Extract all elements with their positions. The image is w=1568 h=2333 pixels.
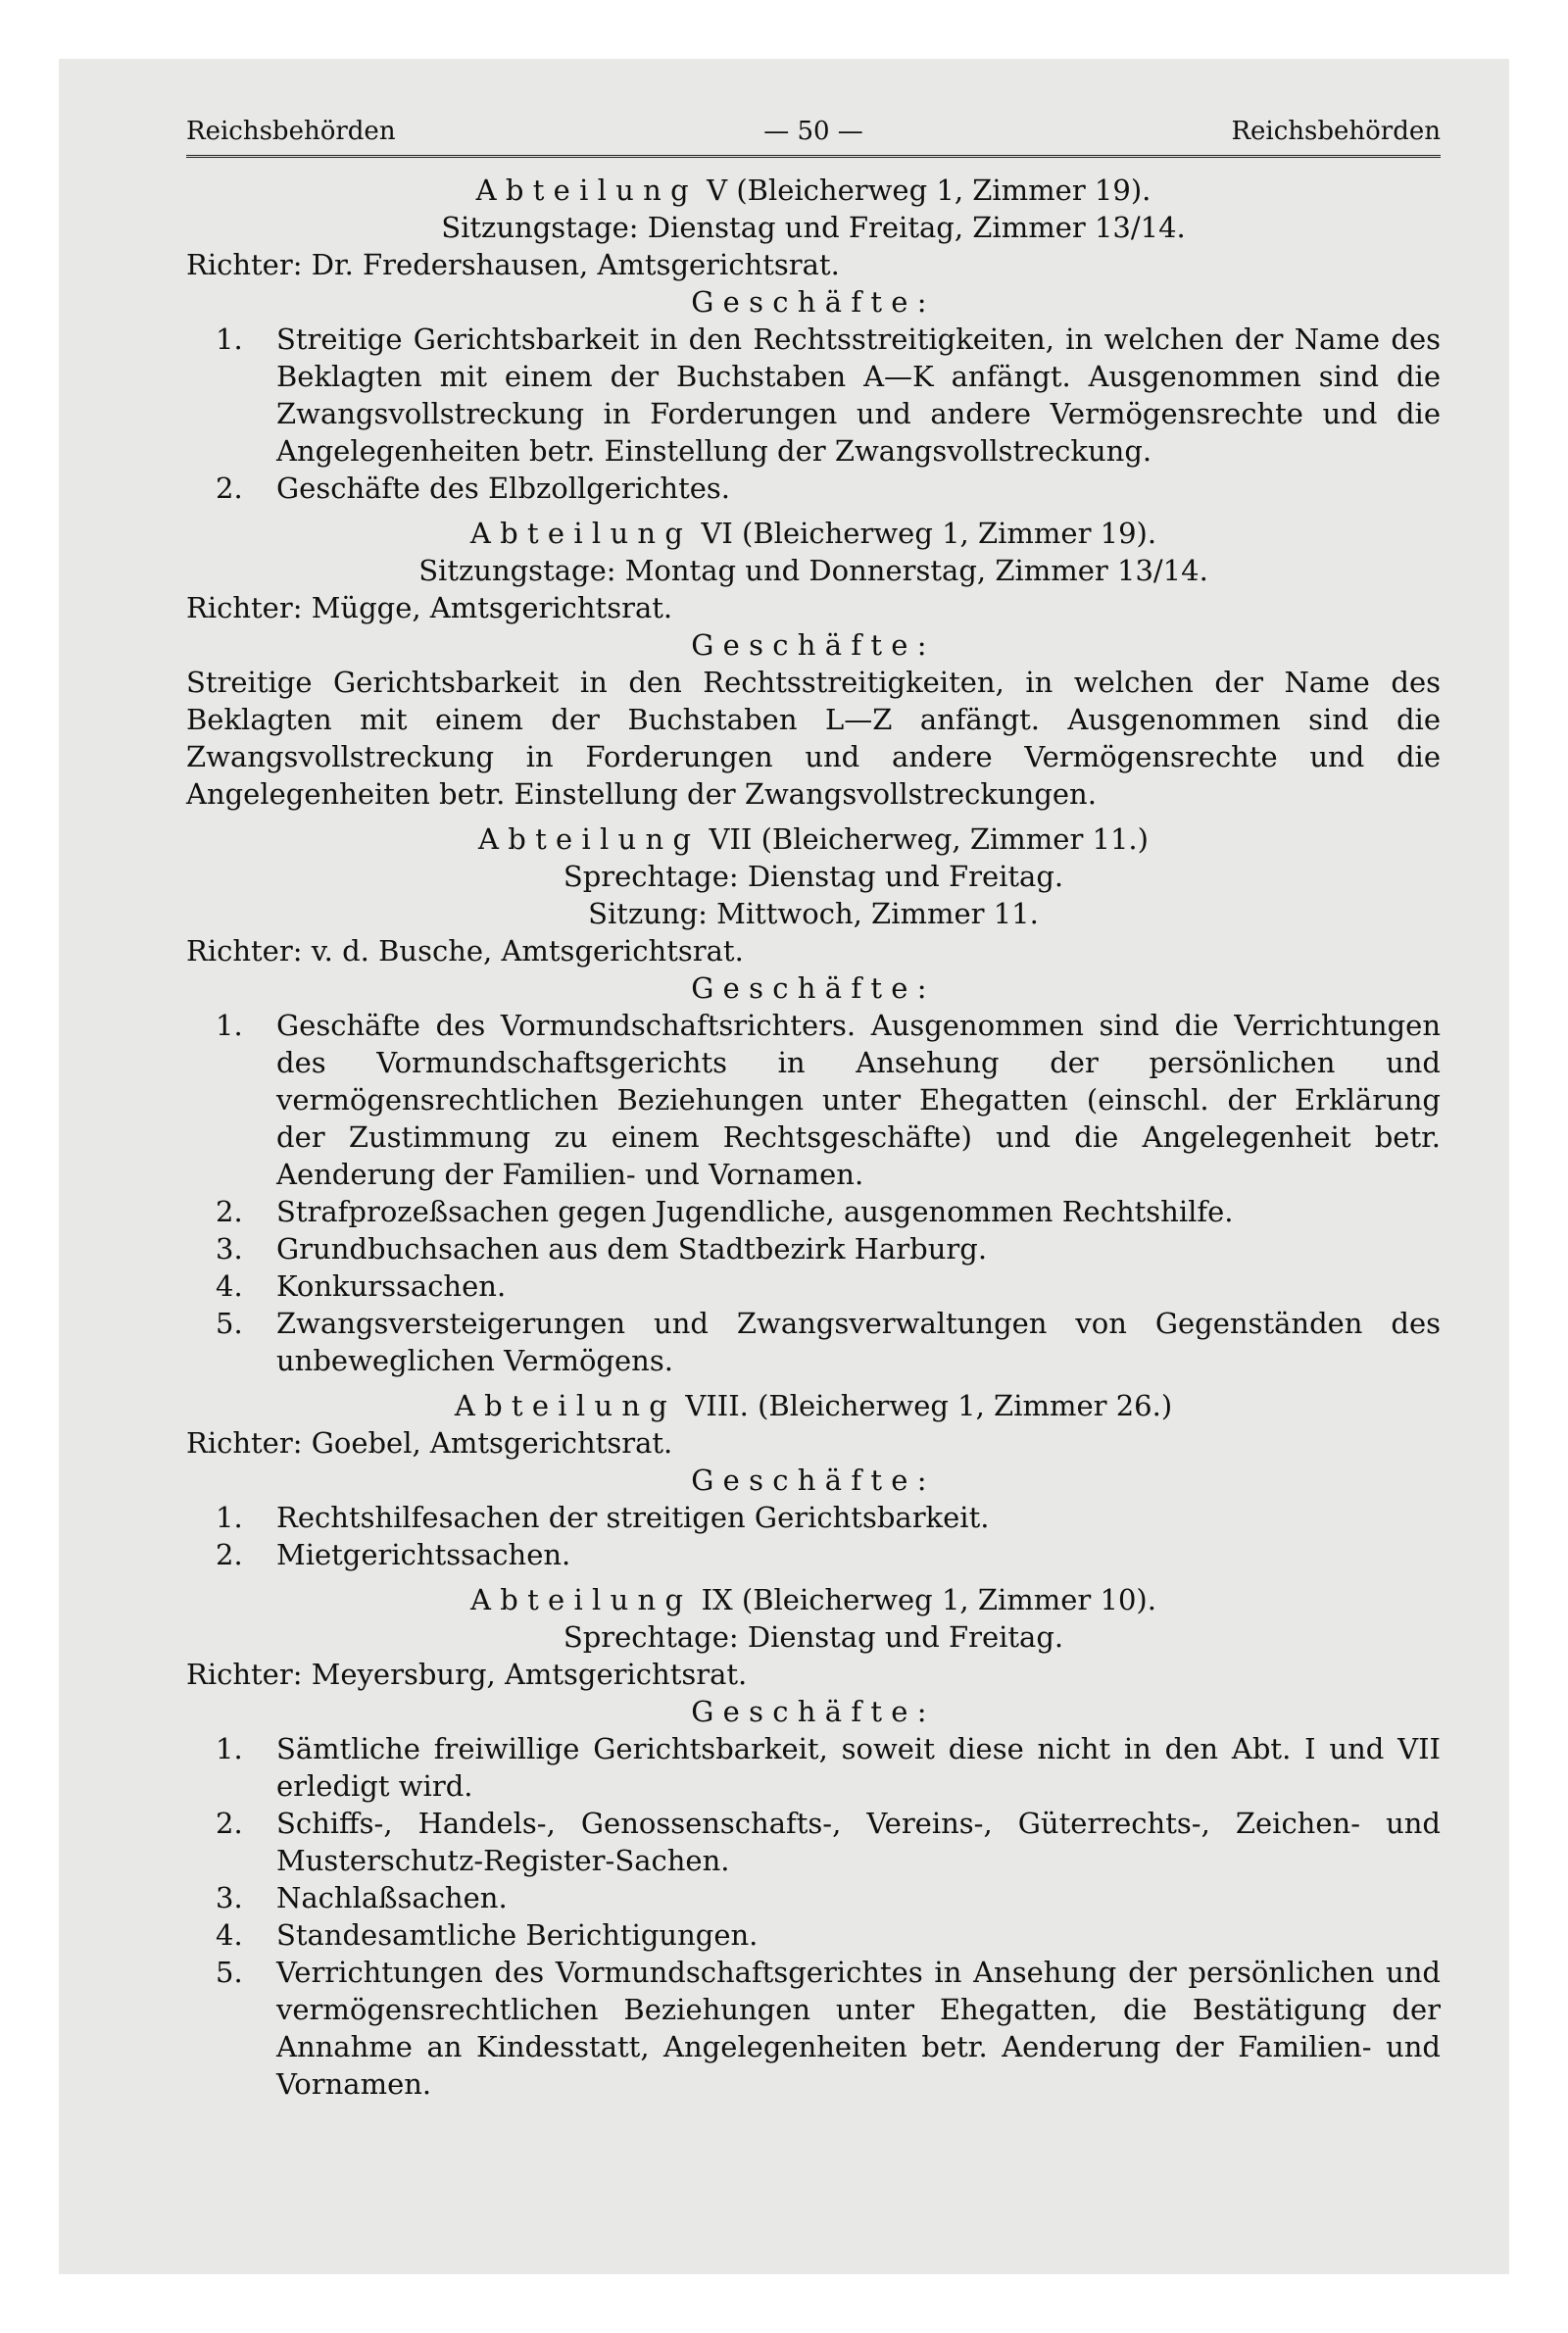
abteilung-section <box>186 1581 1441 2103</box>
list-item <box>186 470 1441 507</box>
abteilung-heading-rest: VIII. (Bleicherweg 1, Zimmer 26.) <box>685 1389 1173 1422</box>
list-item <box>186 1954 1441 2103</box>
abteilung-word: Abteilung <box>454 1389 677 1422</box>
item-text: Standesamtliche Berichtigungen. <box>276 1918 759 1952</box>
section-heading <box>186 172 1441 209</box>
item-text: Geschäfte des Vormundschaftsrichters. Ausgenommen sind die Verrichtungen des Vormundschaftsgerichts in Ansehung der persönlichen und vermögensrechtlichen Beziehungen unter Ehegatten (einschl. der Erklärung der Zustimmung zu einem Rechtsgeschäfte) und die Angelegenheit betr. Aenderung der Familien- und Vornamen. <box>276 1009 1441 1191</box>
judge-line: Richter: Mügge, Amtsgerichtsrat. <box>186 591 673 624</box>
item-number: 5. <box>216 1307 243 1340</box>
item-text: Konkurssachen. <box>276 1269 507 1303</box>
item-number: 2. <box>216 1195 243 1228</box>
item-number: 4. <box>216 1918 243 1952</box>
list-item <box>186 1193 1441 1230</box>
geschaefte-heading: Geschäfte: <box>691 971 936 1005</box>
abteilung-heading-rest: V (Bleicherweg 1, Zimmer 19). <box>707 174 1152 207</box>
judge-line: Richter: Dr. Fredershausen, Amtsgerichtsrat. <box>186 248 840 281</box>
item-text: Zwangsversteigerungen und Zwangsverwaltungen von Gegenständen des unbeweglichen Vermögens. <box>276 1307 1441 1377</box>
item-text: Streitige Gerichtsbarkeit in den Rechtsstreitigkeiten, in welchen der Name des Beklagten mit einem der Buchstaben A—K anfängt. Ausgenommen sind die Zwangsvollstreckung in Forderungen und andere Vermögensrechte und die Angelegenheiten betr. Einstellung der Zwangsvollstreckung. <box>276 323 1441 468</box>
item-text: Grundbuchsachen aus dem Stadtbezirk Harburg. <box>276 1232 988 1266</box>
abteilung-section <box>186 820 1441 1379</box>
list-item <box>186 1267 1441 1305</box>
schedule-line: Sprechtage: Dienstag und Freitag. <box>563 860 1064 893</box>
item-text: Strafprozeßsachen gegen Jugendliche, ausgenommen Rechtshilfe. <box>276 1195 1234 1228</box>
list-item <box>186 321 1441 470</box>
item-number: 4. <box>216 1269 243 1303</box>
list-item <box>186 1730 1441 1805</box>
abteilung-section <box>186 172 1441 507</box>
list-item <box>186 1305 1441 1379</box>
item-text: Rechtshilfesachen der streitigen Gerichtsbarkeit. <box>276 1501 990 1534</box>
duties-list <box>186 321 1441 507</box>
schedule-line: Sprechtage: Dienstag und Freitag. <box>563 1620 1064 1654</box>
item-text: Verrichtungen des Vormundschaftsgerichtes in Ansehung der persönlichen und vermögensrechtlichen Beziehungen unter Ehegatten, die Bestätigung der Annahme an Kindesstatt, Angelegenheiten betr. Aenderung der Familien- und Vornamen. <box>276 1956 1441 2101</box>
running-header <box>186 108 1441 158</box>
geschaefte-heading: Geschäfte: <box>691 1695 936 1728</box>
item-number: 5. <box>216 1956 243 1989</box>
list-item <box>186 1536 1441 1573</box>
list-item <box>186 1007 1441 1193</box>
item-number: 3. <box>216 1232 243 1266</box>
abteilung-word: Abteilung <box>478 822 701 856</box>
item-text: Nachlaßsachen. <box>276 1881 508 1914</box>
section-heading <box>186 515 1441 552</box>
section-heading <box>186 1581 1441 1618</box>
section-heading <box>186 1387 1441 1424</box>
schedule-line: Sitzungstage: Montag und Donnerstag, Zimmer 13/14. <box>418 554 1208 587</box>
list-item <box>186 1916 1441 1954</box>
schedule-line: Sitzungstage: Dienstag und Freitag, Zimmer 13/14. <box>441 211 1186 244</box>
item-number: 1. <box>216 323 243 356</box>
list-item <box>186 1879 1441 1916</box>
list-item <box>186 1805 1441 1879</box>
duties-list <box>186 1730 1441 2103</box>
schedule-line: Sitzung: Mittwoch, Zimmer 11. <box>588 897 1039 930</box>
abteilung-section <box>186 1387 1441 1573</box>
duties-paragraph: Streitige Gerichtsbarkeit in den Rechtsstreitigkeiten, in welchen der Name des Beklagten mit einem der Buchstaben L—Z anfängt. Ausgenommen sind die Zwangsvollstreckung in Forderungen und andere Vermögensrechte und die Angelegenheiten betr. Einstellung der Zwangsvollstreckungen. <box>186 666 1441 811</box>
section-heading <box>186 820 1441 858</box>
geschaefte-heading: Geschäfte: <box>691 1464 936 1497</box>
list-item <box>186 1230 1441 1267</box>
abteilung-word: Abteilung <box>469 517 693 550</box>
duties-list <box>186 1007 1441 1379</box>
item-text: Schiffs-, Handels-, Genossenschafts-, Vereins-, Güterrechts-, Zeichen- und Musterschutz-Register-Sachen. <box>276 1807 1441 1877</box>
item-text: Mietgerichtssachen. <box>276 1538 571 1571</box>
abteilung-word: Abteilung <box>470 1583 693 1616</box>
geschaefte-heading: Geschäfte: <box>691 285 936 319</box>
abteilung-section <box>186 515 1441 813</box>
header-right: Reichsbehörden <box>1231 117 1441 146</box>
judge-line: Richter: Goebel, Amtsgerichtsrat. <box>186 1426 673 1460</box>
item-text: Sämtliche freiwillige Gerichtsbarkeit, soweit diese nicht in den Abt. I und VII erledigt wird. <box>276 1732 1441 1803</box>
item-text: Geschäfte des Elbzollgerichtes. <box>276 472 731 505</box>
duties-list <box>186 1499 1441 1573</box>
document-body <box>186 172 1441 2103</box>
judge-line: Richter: v. d. Busche, Amtsgerichtsrat. <box>186 934 744 968</box>
abteilung-heading-rest: VI (Bleicherweg 1, Zimmer 19). <box>701 517 1157 550</box>
abteilung-word: Abteilung <box>475 174 698 207</box>
item-number: 2. <box>216 1538 243 1571</box>
abteilung-heading-rest: VII (Bleicherweg, Zimmer 11.) <box>709 822 1149 856</box>
judge-line: Richter: Meyersburg, Amtsgerichtsrat. <box>186 1658 748 1691</box>
geschaefte-heading: Geschäfte: <box>691 628 936 662</box>
document-page <box>59 59 1509 2274</box>
item-number: 1. <box>216 1009 243 1042</box>
abteilung-heading-rest: IX (Bleicherweg 1, Zimmer 10). <box>701 1583 1156 1616</box>
item-number: 3. <box>216 1881 243 1914</box>
list-item <box>186 1499 1441 1536</box>
header-left: Reichsbehörden <box>186 117 396 146</box>
page-number: — 50 — <box>763 117 863 146</box>
item-number: 1. <box>216 1732 243 1765</box>
item-number: 1. <box>216 1501 243 1534</box>
item-number: 2. <box>216 472 243 505</box>
item-number: 2. <box>216 1807 243 1840</box>
